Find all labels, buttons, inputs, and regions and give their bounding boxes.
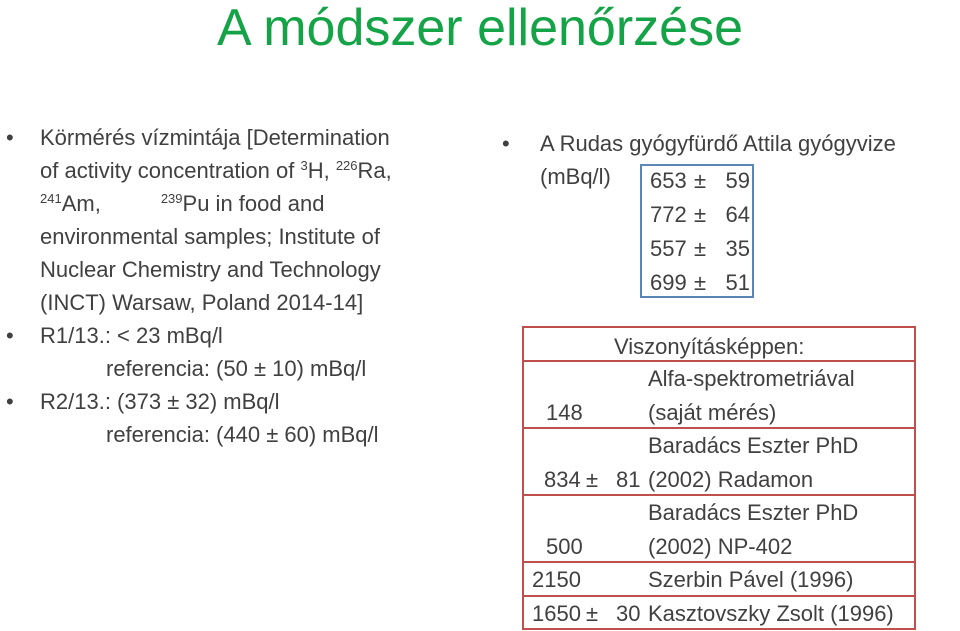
- text-activity: of activity concentration of: [40, 158, 301, 183]
- table-source: (2002) NP-402: [648, 534, 793, 559]
- table-header: Viszonyításképpen:: [614, 334, 805, 359]
- measurement-row: [650, 164, 770, 198]
- measurement-pm: ±: [694, 168, 707, 193]
- measurement-unc: 59: [725, 168, 750, 193]
- table-source: Baradács Eszter PhD: [648, 433, 859, 458]
- measurement-row: [650, 266, 770, 300]
- bullet1-line4: environmental samples; Institute of: [40, 224, 380, 249]
- text-am-label: Am,: [61, 191, 101, 216]
- measurement-unc: 64: [725, 202, 750, 227]
- bullet1-line3: [40, 187, 460, 220]
- measurement-value: 772: [650, 202, 687, 227]
- measurement-pm: ±: [694, 236, 707, 261]
- rudas-unit: (mBq/l): [540, 164, 611, 189]
- rudas-title: • A Rudas gyógyfürdő Attila gyógyvize: [540, 131, 896, 156]
- left-content: [40, 121, 460, 451]
- measurement-value: 653: [650, 168, 687, 193]
- table-value: 1650: [532, 601, 581, 626]
- bullet1-line2: [40, 154, 460, 187]
- table-value: 834: [544, 467, 581, 492]
- measurement-unc: 51: [725, 270, 750, 295]
- sup-ra: 226: [335, 158, 358, 173]
- text-h: H,: [307, 158, 336, 183]
- table-source: Szerbin Pável (1996): [648, 567, 854, 592]
- bullet1-line1: • Körmérés vízmintája [Determination: [40, 125, 390, 150]
- measurement-row: [650, 232, 770, 266]
- measurement-value: 557: [650, 236, 687, 261]
- table-source: (saját mérés): [648, 400, 777, 425]
- sup-am: 241: [40, 191, 62, 206]
- table-unc: 30: [616, 601, 641, 626]
- sup-h: 3: [300, 158, 308, 173]
- text-pu-group: [101, 187, 460, 220]
- table-pm: ±: [586, 601, 599, 626]
- reference-r1: referencia: (50 ± 10) mBq/l: [106, 356, 367, 381]
- table-source: Baradács Eszter PhD: [648, 500, 859, 525]
- measurement-value: 699: [650, 270, 687, 295]
- table-pm: ±: [586, 467, 599, 492]
- table-value: 2150: [532, 567, 581, 592]
- table-source: Kasztovszky Zsolt (1996): [648, 601, 894, 626]
- bullet-r1: • R1/13.: < 23 mBq/l: [40, 319, 460, 352]
- text-am: [40, 187, 101, 220]
- table-source: (2002) Radamon: [648, 467, 814, 492]
- reference-r2: referencia: (440 ± 60) mBq/l: [106, 422, 379, 447]
- table-value: 148: [546, 400, 583, 425]
- bullet-r2: • R2/13.: (373 ± 32) mBq/l: [40, 385, 460, 418]
- measurement-unc: 35: [725, 236, 750, 261]
- text-ra: Ra,: [357, 158, 392, 183]
- sup-pu: 239: [160, 191, 183, 206]
- bullet1-line5: Nuclear Chemistry and Technology: [40, 257, 381, 282]
- slide-title: A módszer ellenőrzése: [216, 0, 744, 57]
- measurement-pm: ±: [694, 270, 707, 295]
- text-pu: Pu in food and: [182, 191, 325, 216]
- measurement-row: [650, 198, 770, 232]
- bullet-intercomparison: [40, 121, 460, 319]
- table-value: 500: [546, 534, 583, 559]
- table-source: Alfa-spektrometriával: [648, 366, 855, 391]
- measurement-pm: ±: [694, 202, 707, 227]
- table-unc: 81: [616, 467, 641, 492]
- bullet1-line6: (INCT) Warsaw, Poland 2014-14]: [40, 290, 364, 315]
